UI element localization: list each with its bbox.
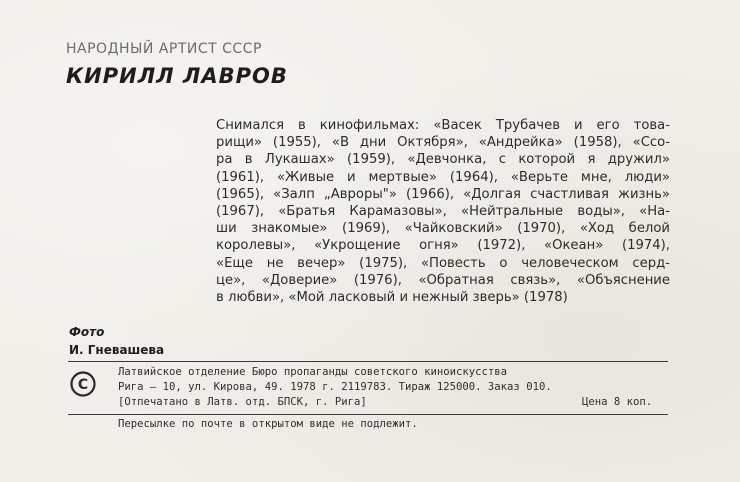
filmography-line: Снимался в кинофильмах: «Васек Трубачев и его това- [216, 118, 670, 133]
publisher-line: Латвийское отделение Бюро пропаганды советского киноискусства [118, 366, 508, 378]
filmography-line: королевы», «Укрощение огня» (1972), «Океан» (1974), [216, 238, 670, 254]
filmography-line: «Еще не вечер» (1975), «Повесть о человеческом серд- [216, 255, 670, 271]
divider-bottom [68, 414, 668, 415]
photo-label: Фото [69, 325, 105, 339]
filmography-line: це», «Доверие» (1976), «Обратная связь», «Объяснение [216, 272, 670, 288]
postal-note: Пересылке по почте в открытом виде не подлежит. [118, 418, 418, 430]
copyright-letter: C [77, 377, 89, 393]
filmography-line: в любви», «Мой ласковый и нежный зверь» (1978) [216, 289, 568, 305]
copyright-icon [70, 371, 96, 397]
filmography-line: ши знакомые» (1969), «Чайковский» (1970), «Ход белой [216, 221, 670, 237]
printer-line: [Отпечатано в Латв. отд. БПСК, г. Рига] [118, 396, 367, 408]
filmography-line: ра в Лукашах» (1959), «Девчонка, с которой я дружил» [216, 152, 670, 168]
actor-title: НАРОДНЫЙ АРТИСТ СССР [66, 41, 262, 57]
filmography-text [216, 117, 670, 306]
divider-top [68, 361, 668, 362]
filmography-line: рищи» (1955), «В дни Октября», «Андрейка» (1958), «Ссо- [216, 135, 670, 151]
filmography-line: (1965), «Залп „Авроры"» (1966), «Долгая счастливая жизнь» [216, 186, 670, 202]
filmography-line: (1961), «Живые и мертвые» (1964), «Верьте мне, люди» [216, 169, 670, 185]
publisher-address-line: Рига — 10, ул. Кирова, 49. 1978 г. 2119783. Тираж 125000. Заказ 010. [118, 381, 552, 393]
price-label: Цена 8 коп. [582, 396, 653, 408]
photographer-name: И. Гневашева [69, 343, 165, 357]
filmography-line: (1967), «Братья Карамазовы», «Нейтральные воды», «На- [216, 203, 670, 219]
actor-name: КИРИЛЛ ЛАВРОВ [66, 64, 288, 88]
